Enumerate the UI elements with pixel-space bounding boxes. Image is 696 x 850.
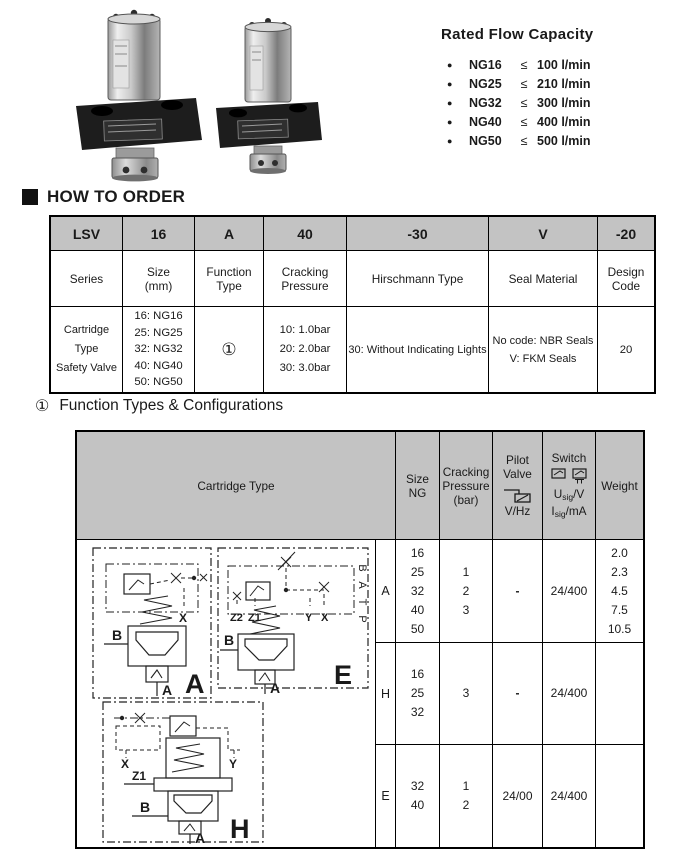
port-label-x: X [120, 757, 129, 771]
function-letter-h: H [229, 814, 249, 844]
option-line: 20: 2.0bar [279, 343, 331, 355]
label-cell-cracking: Cracking Pressure [263, 250, 346, 306]
flow-item: ● NG25 ≤ 210 l/min [441, 74, 681, 93]
side-label-p: P [355, 615, 368, 623]
options-cell-hirschmann [346, 306, 488, 392]
port-label-y: Y [304, 612, 312, 624]
option-line: 16: NG16 [134, 310, 183, 323]
options-cell-seal [488, 306, 597, 392]
header-pilot-valve: Pilot Valve V/Hz [492, 432, 542, 539]
switch-ground-icon [572, 468, 587, 485]
switch-icon [551, 468, 566, 480]
port-label-b: B [223, 632, 234, 648]
header-size: Size NG [395, 432, 439, 539]
option-line: 20 [619, 343, 633, 356]
option-line: Cartridge Type [63, 324, 110, 355]
function-types-header [35, 396, 283, 416]
port-label-z2: Z2 [229, 612, 243, 624]
hydraulic-schematics [78, 540, 375, 847]
lte-symbol: ≤ [520, 133, 528, 148]
option-line: 10: 1.0bar [279, 324, 331, 336]
diagram-function-h [103, 702, 263, 846]
port-label-z1: Z1 [131, 769, 146, 783]
row-h-weights [595, 642, 643, 744]
bullet-icon: ● [447, 78, 453, 89]
diagram-function-e [218, 548, 368, 696]
label-cell-function: Function Type [194, 250, 263, 306]
flow-item: ● NG50 ≤ 500 l/min [441, 131, 681, 150]
side-label-t: T [355, 598, 368, 606]
flow-item: ● NG40 ≤ 400 l/min [441, 112, 681, 131]
bullet-icon: ● [447, 59, 453, 70]
circled-one-icon: ① [35, 398, 50, 415]
lte-symbol: ≤ [520, 76, 528, 91]
side-label-a: A [355, 581, 368, 589]
code-cell-cracking: 40 [263, 217, 346, 250]
bullet-icon: ● [447, 135, 453, 146]
options-cell-sizes [122, 306, 194, 392]
product-photo-small-valve [210, 16, 328, 178]
lte-symbol: ≤ [520, 95, 528, 110]
options-cell-function [194, 306, 263, 392]
port-label-a: A [269, 680, 280, 696]
side-label-b: B [355, 564, 368, 572]
row-e-pilot: 24/00 [492, 744, 542, 847]
code-cell-seal: V [488, 217, 597, 250]
row-h-switch: 24/400 [542, 642, 595, 744]
option-line: 25: NG25 [134, 326, 183, 339]
bullet-icon: ● [447, 116, 453, 127]
code-cell-design: -20 [597, 217, 654, 250]
port-label-y: Y [228, 757, 237, 771]
port-label-a: A [161, 682, 172, 698]
label-cell-size: Size (mm) [122, 250, 194, 306]
option-line: Safety Valve [56, 362, 117, 374]
code-cell-size: 16 [122, 217, 194, 250]
diagram-function-a [93, 548, 211, 699]
label-cell-hirschmann: Hirschmann Type [346, 250, 488, 306]
code-cell-function: A [194, 217, 263, 250]
code-cell-series: LSV [51, 217, 122, 250]
u-sig-label: $U_{sig}/V$ [553, 486, 585, 502]
options-cell-cracking [263, 306, 346, 392]
header-cracking-pressure: Cracking Pressure (bar) [439, 432, 492, 539]
circled-one-icon: ① [221, 339, 237, 359]
row-e-type: E [375, 744, 395, 847]
row-a-switch: 24/400 [542, 539, 595, 642]
port-label-b: B [111, 627, 122, 643]
lte-symbol: ≤ [520, 114, 528, 129]
code-cell-hirschmann: -30 [346, 217, 488, 250]
row-a-pilot: - [492, 539, 542, 642]
row-a-sizes: 16 25 32 40 50 [395, 539, 439, 642]
option-line: 30: Without Indicating Lights [348, 343, 487, 356]
section-title: Function Types & Configurations [59, 397, 284, 414]
valve-block [76, 98, 202, 150]
rated-flow-list [441, 55, 681, 150]
label-cell-seal: Seal Material [488, 250, 597, 306]
flow-item: ● NG32 ≤ 300 l/min [441, 93, 681, 112]
row-e-cracking: 1 2 [439, 744, 492, 847]
row-e-switch: 24/400 [542, 744, 595, 847]
options-cell-series [51, 306, 122, 392]
valve-cylinder [245, 22, 291, 102]
section-title: HOW TO ORDER [47, 187, 186, 206]
port-label-z1: Z1 [247, 612, 261, 624]
option-line: 30: 3.0bar [279, 362, 331, 374]
option-line: 32: NG32 [134, 343, 183, 356]
how-to-order-header [22, 187, 185, 207]
header-cartridge-type: Cartridge Type [77, 432, 395, 539]
port-label-x: X [178, 611, 187, 625]
header-weight: Weight [595, 432, 643, 539]
port-label-a: A [194, 830, 205, 846]
row-h-cracking: 3 [439, 642, 492, 744]
lte-symbol: ≤ [520, 57, 528, 72]
i-sig-label: $I_{sig}/mA$ [551, 503, 587, 519]
section-square-icon [22, 189, 38, 205]
row-h-type: H [375, 642, 395, 744]
rated-flow-title: Rated Flow Capacity [441, 26, 594, 43]
valve-block [216, 102, 322, 148]
row-a-cracking: 1 2 3 [439, 539, 492, 642]
order-code-table [49, 215, 656, 394]
product-photo-large-valve [68, 8, 208, 182]
option-line: V: FKM Seals [509, 352, 577, 365]
row-e-sizes: 32 40 [395, 744, 439, 847]
valve-cylinder [108, 14, 160, 100]
row-h-pilot: - [492, 642, 542, 744]
flow-item: ● NG16 ≤ 100 l/min [441, 55, 681, 74]
cartridge-diagrams-cell [77, 539, 375, 847]
function-types-table [75, 430, 645, 849]
valve-cartridge-thread [250, 146, 286, 174]
option-line: No code: NBR Seals [492, 334, 594, 347]
row-h-sizes: 16 25 32 [395, 642, 439, 744]
valve-cartridge-thread [112, 148, 158, 181]
port-label-x: X [320, 612, 328, 624]
rated-flow-block [441, 26, 681, 150]
label-cell-series: Series [51, 250, 122, 306]
row-a-type: A [375, 539, 395, 642]
pilot-valve-icon [502, 486, 534, 504]
bullet-icon: ● [447, 97, 453, 108]
option-line: 50: NG50 [134, 376, 183, 389]
function-letter-a: A [184, 669, 204, 699]
options-cell-design [597, 306, 654, 392]
function-letter-e: E [333, 660, 352, 690]
label-cell-design: Design Code [597, 250, 654, 306]
option-line: 40: NG40 [134, 359, 183, 372]
port-label-b: B [139, 799, 150, 815]
header-switch: Switch $U_{sig}/V$ $I_{sig}/mA$ [542, 432, 595, 539]
row-a-weights: 2.0 2.3 4.5 7.5 10.5 [595, 539, 643, 642]
row-e-weights [595, 744, 643, 847]
